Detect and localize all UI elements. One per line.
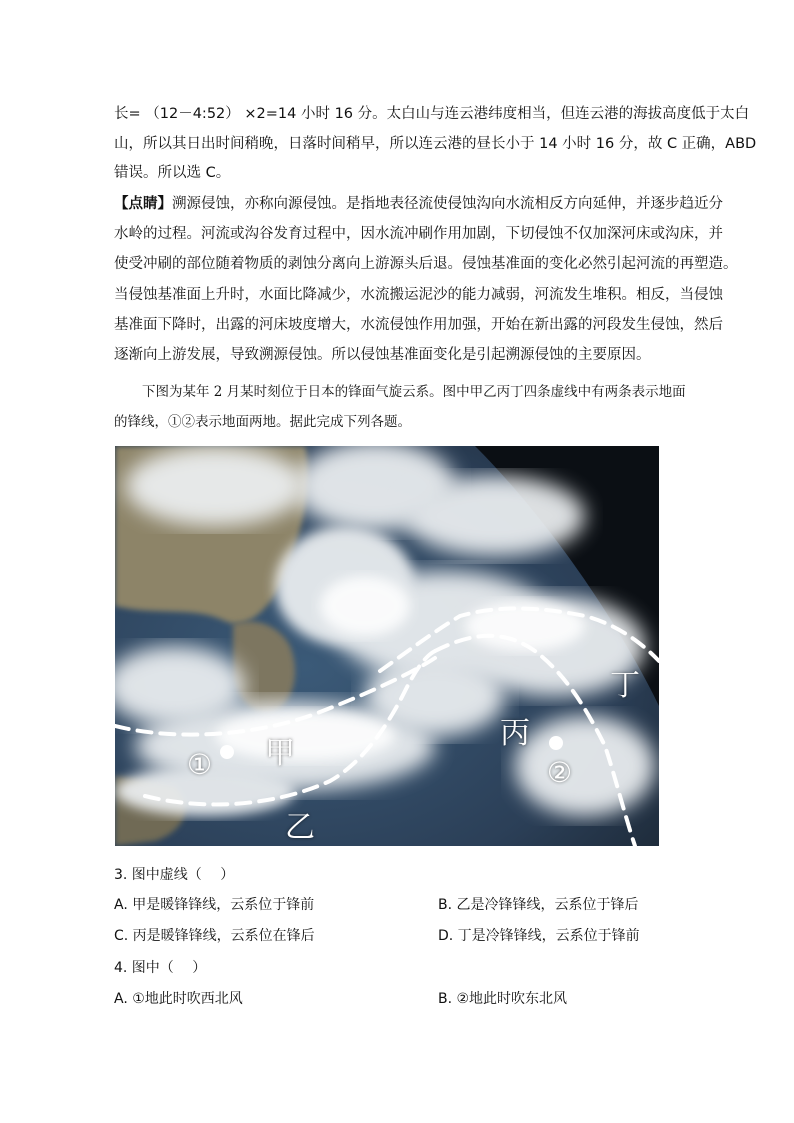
label-site-1: ① [187, 748, 213, 781]
tip-line-4: 当侵蚀基准面上升时，水面比降减少，水流搬运泥沙的能力减弱，河流发生堆积。相反，当侵蚀 [114, 287, 723, 303]
question-3-option-a[interactable]: A. 甲是暖锋锋线，云系位于锋前 [114, 897, 315, 913]
tip-line-1 [114, 194, 723, 214]
tip-heading: 【点睛】 [114, 196, 172, 212]
tip-line-5: 基准面下降时，出露的河床坡度增大，水流侵蚀作用加强，开始在新出露的河段发生侵蚀，然后 [114, 317, 723, 333]
label-bing: 丙 [500, 716, 530, 751]
intro-line-2: 的锋线，①②表示地面两地。据此完成下列各题。 [114, 414, 411, 430]
label-site-2: ② [547, 756, 573, 789]
question-3-option-c[interactable]: C. 丙是暖锋锋线，云系位在锋后 [114, 928, 315, 944]
question-3-option-d[interactable]: D. 丁是冷锋锋线，云系位于锋前 [438, 928, 640, 944]
question-3-option-b[interactable]: B. 乙是冷锋锋线，云系位于锋后 [438, 897, 639, 913]
cloud-map-graphic [115, 446, 659, 846]
tip-line-3: 使受冲刷的部位随着物质的剥蚀分离向上游源头后退。侵蚀基准面的变化必然引起河流的再塑造。 [114, 256, 738, 272]
tip-line-6: 逐渐向上游发展，导致溯源侵蚀。所以侵蚀基准面变化是引起溯源侵蚀的主要原因。 [114, 347, 651, 363]
tip-text-1: 溯源侵蚀，亦称向源侵蚀。是指地表径流使侵蚀沟向水流相反方向延伸，并逐步趋近分 [172, 196, 723, 212]
analysis-line-3: 错误。所以选 C。 [114, 165, 231, 181]
site-2-marker [549, 736, 563, 750]
question-4-option-b[interactable]: B. ②地此时吹东北风 [438, 991, 568, 1007]
question-3-stem: 3. 图中虚线（ ） [114, 867, 235, 883]
satellite-cloud-image [115, 446, 659, 846]
intro-line-1: 下图为某年 2 月某时刻位于日本的锋面气旋云系。图中甲乙丙丁四条虚线中有两条表示地面 [142, 384, 686, 400]
analysis-line-1: 长= （12－4:52） ×2=14 小时 16 分。太白山与连云港纬度相当，但连云港的海拔高度低于太白 [114, 106, 750, 122]
site-1-marker [220, 745, 234, 759]
tip-line-2: 水岭的过程。河流或沟谷发育过程中，因水流冲刷作用加剧，下切侵蚀不仅加深河床或沟床，并 [114, 226, 723, 242]
label-ding: 丁 [610, 668, 640, 703]
label-jia: 甲 [265, 736, 295, 771]
analysis-line-2: 山，所以其日出时间稍晚，日落时间稍早，所以连云港的昼长小于 14 小时 16 分，故 C 正确，ABD [114, 136, 757, 152]
question-4-stem: 4. 图中（ ） [114, 960, 207, 976]
question-4-option-a[interactable]: A. ①地此时吹西北风 [114, 991, 243, 1007]
label-yi: 乙 [285, 810, 315, 845]
